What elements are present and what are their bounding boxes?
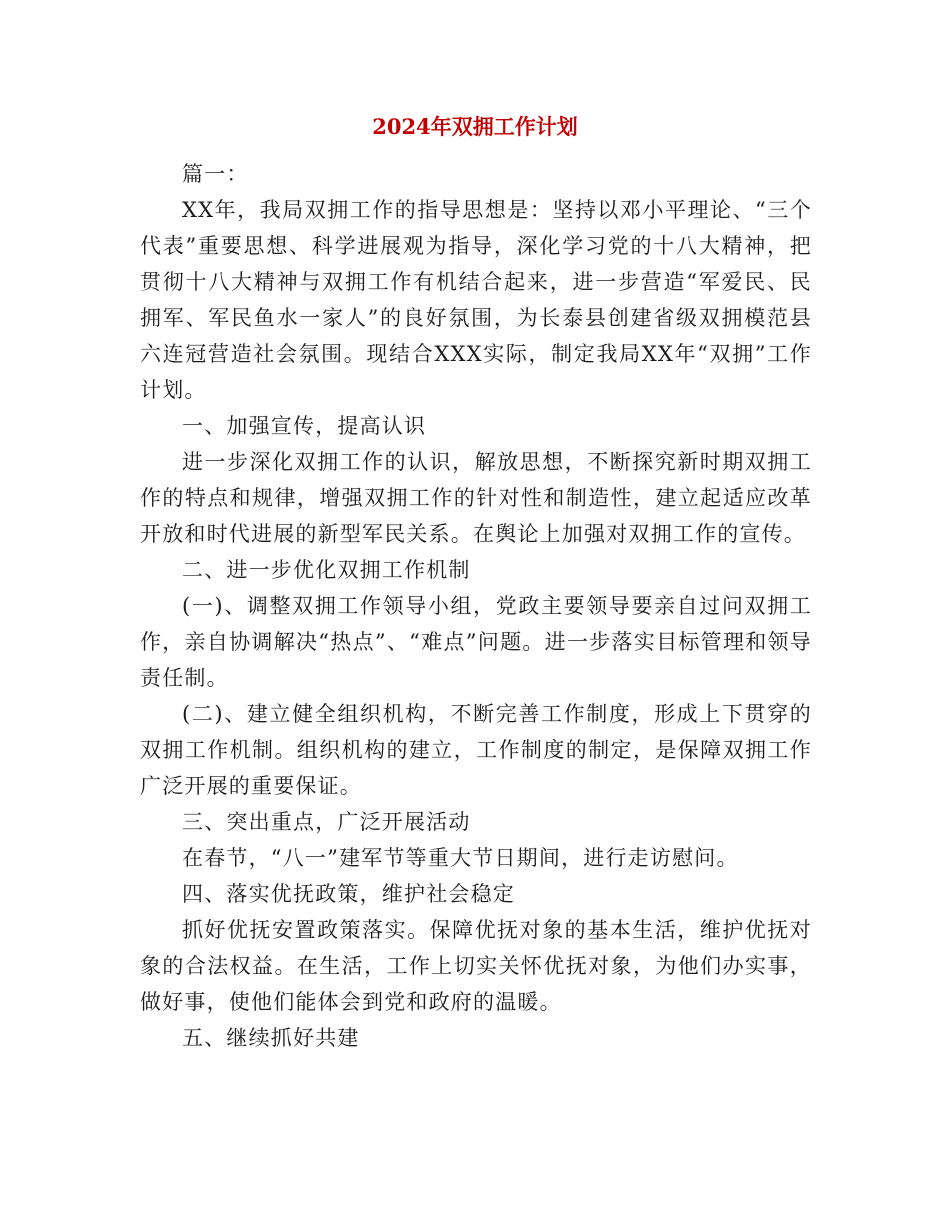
section-label: 篇一：	[182, 162, 249, 186]
heading-section-2: 二、进一步优化双拥工作机制	[182, 558, 471, 582]
heading-section-3: 三、突出重点，广泛开展活动	[182, 810, 471, 834]
heading-section-1: 一、加强宣传，提高认识	[182, 414, 427, 438]
paragraph-section-4: 抓好优抚安置政策落实。保障优抚对象的基本生活，维护优抚对象的合法权益。在生活，工作上切实关怀优抚对象，为他们办实事，做好事，使他们能体会到党和政府的温暖。	[140, 918, 812, 1014]
paragraph-guiding-thought: XX年，我局双拥工作的指导思想是：坚持以邓小平理论、“三个代表”重要思想、科学进展观为指导，深化学习党的十八大精神，把贯彻十八大精神与双拥工作有机结合起来，进一步营造“军爱民、民拥军、军民鱼水一家人”的良好氛围，为长泰县创建省级双拥模范县六连冠营造社会氛围。现结合XXX实际，制定我局XX年“双拥”工作计划。	[140, 198, 812, 402]
heading-section-4: 四、落实优抚政策，维护社会稳定	[182, 882, 515, 906]
paragraph-section-3: 在春节，“八一”建军节等重大节日期间，进行走访慰问。	[182, 846, 739, 870]
paragraph-section-2-item-1: (一)、调整双拥工作领导小组，党政主要领导要亲自过问双拥工作，亲自协调解决“热点”、“难点”问题。进一步落实目标管理和领导责任制。	[140, 594, 812, 690]
document-title: 2024年双拥工作计划	[372, 114, 578, 139]
heading-section-5: 五、继续抓好共建	[182, 1026, 360, 1050]
document-body	[140, 156, 812, 1056]
paragraph-section-1: 进一步深化双拥工作的认识，解放思想，不断探究新时期双拥工作的特点和规律，增强双拥工作的针对性和制造性，建立起适应改革开放和时代进展的新型军民关系。在舆论上加强对双拥工作的宣传。	[140, 450, 812, 546]
paragraph-section-2-item-2: (二)、建立健全组织机构，不断完善工作制度，形成上下贯穿的双拥工作机制。组织机构的建立，工作制度的制定，是保障双拥工作广泛开展的重要保证。	[140, 702, 812, 798]
